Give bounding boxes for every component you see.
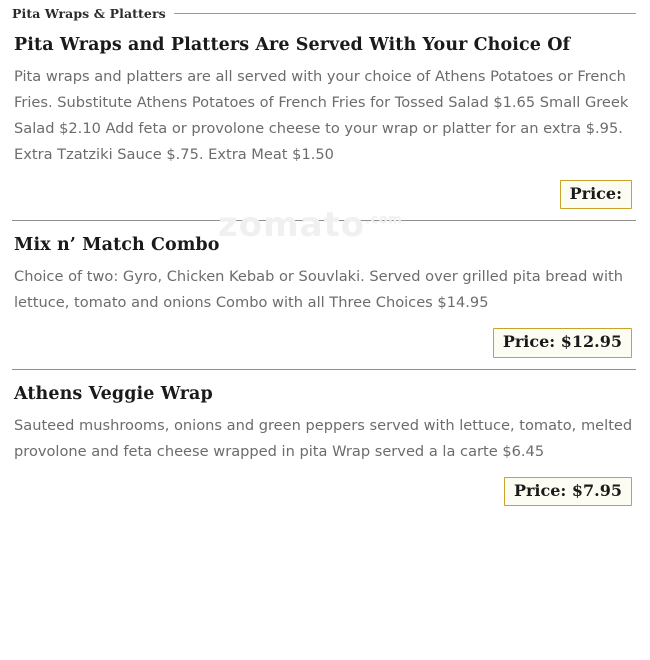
menu-item-title: Pita Wraps and Platters Are Served With Your Choice Of (14, 35, 571, 55)
section-header (12, 0, 636, 21)
menu-item (12, 221, 636, 369)
price-row (12, 328, 636, 357)
price-badge: Price: $12.95 (493, 328, 632, 357)
watermark-tld: .com (365, 212, 403, 228)
menu-item-description: Sauteed mushrooms, onions and green peppers served with lettuce, tomato, melted provolone and feta cheese wrapped in pita Wrap served a la carte $6.45 (14, 416, 633, 460)
price-badge: Price: $7.95 (504, 477, 632, 506)
menu-item-title: Mix n’ Match Combo (14, 235, 220, 256)
section-title: Pita Wraps & Platters (12, 6, 166, 21)
menu-item-description: Choice of two: Gyro, Chicken Kebab or Souvlaki. Served over grilled pita bread with lettuce, tomato and onions Combo with all Three Choices $14.95 (14, 268, 624, 312)
watermark-text: zomato (218, 205, 366, 245)
price-row (12, 477, 636, 506)
menu-item (12, 370, 636, 506)
menu-item-title: Athens Veggie Wrap (14, 383, 213, 404)
price-badge: Price: (560, 180, 632, 209)
menu-item-description: Pita wraps and platters are all served with your choice of Athens Potatoes or French Fries. Substitute Athens Potatoes of French Fries for Tossed Salad $1.65 Small Greek Salad $2.10 Add feta or provolone cheese to your wrap or platter for an extra $.95. Extra Tzatziki Sauce $.75. Extra Meat $1.50 (14, 68, 629, 163)
section-rule (174, 13, 636, 14)
price-row (12, 180, 636, 209)
menu-item (12, 21, 636, 221)
